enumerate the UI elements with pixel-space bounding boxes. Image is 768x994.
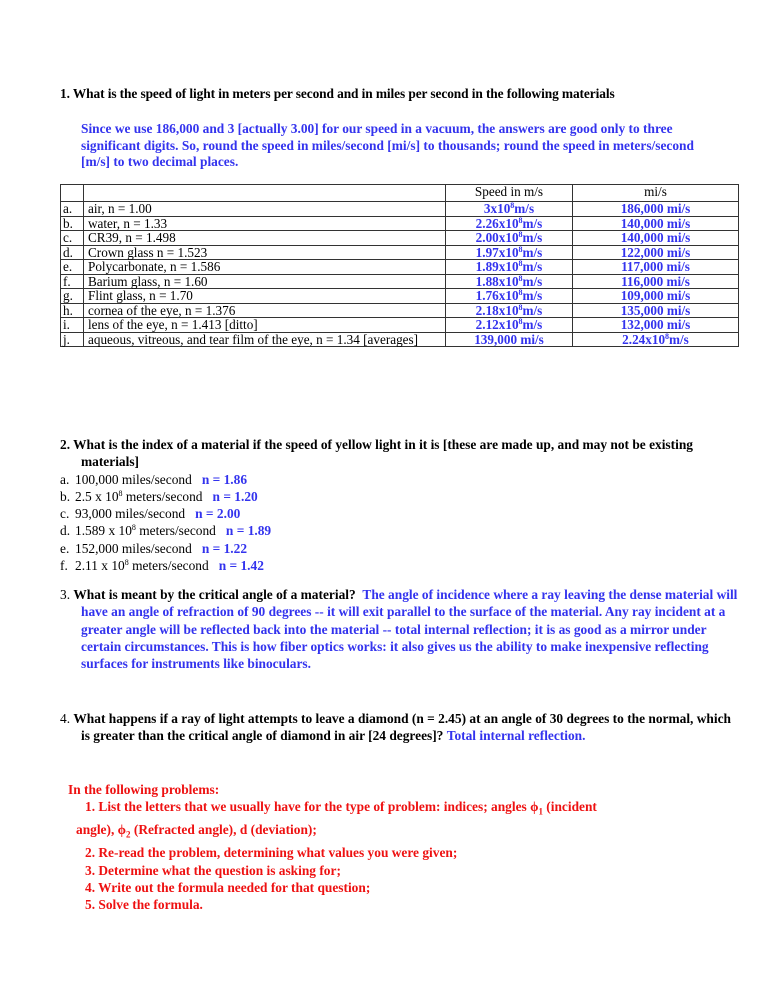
question-1-number: 1.: [60, 86, 70, 101]
item-unit: meters/second: [135, 523, 216, 539]
row-speed-ms: [446, 216, 573, 231]
speed-value: 117,000 mi/s: [621, 259, 690, 274]
row-material: Barium glass, n = 1.60: [84, 274, 446, 289]
instruction-step-3: 3. Determine what the question is asking for;: [85, 862, 341, 878]
speed-exponent: 8: [518, 215, 523, 225]
question-3: [60, 586, 740, 672]
item-answer: n = 1.86: [201, 471, 248, 487]
question-3-answer: The angle of incidence where a ray leaving the dense material will have an angle of refraction of 90 degrees -- it will exit parallel to the surface of the material. Any ray incident at a greater angle will be reflected back into the material -- total internal reflection; it is as good as a mirror under certain circumstances. This is how fiber optics works: it also gives us the ability to make inexpensive reflecting surfaces for instruments like binoculars.: [81, 587, 738, 672]
header-speed-ms: Speed in m/s: [446, 185, 573, 202]
instructions-heading: In the following problems:: [68, 782, 220, 797]
row-speed-mis: [573, 318, 739, 333]
row-speed-ms: [446, 231, 573, 246]
instructions: [68, 781, 748, 913]
table-row: [61, 202, 739, 217]
speed-unit: m/s: [522, 244, 543, 260]
speed-unit: m/s: [669, 331, 689, 347]
table-header-row: [61, 185, 739, 202]
table-row: [61, 274, 739, 289]
question-1-note: Since we use 186,000 and 3 [actually 3.00] for our speed in a vacuum, the answers are good only to three significant digits. So, round the speed in miles/second [mi/s] to thousands; round the speed in meters/second [m/s] to two decimal places.: [81, 121, 694, 169]
question-2-item: [60, 488, 740, 505]
table-row: [61, 260, 739, 275]
table-row: [61, 303, 739, 318]
item-letter: e.: [60, 540, 70, 556]
phi-subscript-2: 2: [126, 829, 131, 840]
row-material: air, n = 1.00: [84, 202, 446, 217]
speed-mantissa: 2.24x10: [622, 331, 666, 347]
row-speed-mis: [573, 303, 739, 318]
row-material: lens of the eye, n = 1.413 [ditto]: [84, 318, 446, 333]
question-2: [60, 436, 740, 574]
step-1-text-angle: angle),: [76, 822, 118, 838]
phi-symbol: ϕ: [117, 822, 127, 838]
table-body: [61, 202, 739, 347]
speed-unit: m/s: [522, 317, 543, 332]
row-material: CR39, n = 1.498: [84, 231, 446, 246]
speed-exponent: 8: [518, 259, 523, 268]
speed-mantissa: 1.76x10: [475, 288, 519, 303]
question-2-number: 2.: [60, 437, 71, 452]
row-speed-mis: [573, 274, 739, 289]
phi-symbol: ϕ: [530, 799, 539, 815]
speed-value: 122,000 mi/s: [620, 244, 691, 260]
item-exponent: 8: [118, 488, 123, 498]
speed-mantissa: 1.97x10: [475, 244, 519, 260]
instruction-step-5: 5. Solve the formula.: [85, 897, 203, 913]
item-speed: 100,000 miles/second: [75, 471, 192, 487]
row-speed-ms: [446, 202, 573, 217]
item-unit: meters/second: [128, 558, 209, 574]
row-material: Crown glass n = 1.523: [84, 245, 446, 260]
speed-mantissa: 2.18x10: [475, 302, 519, 318]
speed-unit: m/s: [522, 215, 543, 231]
row-speed-mis: [573, 332, 739, 347]
item-speed: 152,000 miles/second: [75, 540, 192, 556]
question-4-number: 4.: [60, 711, 71, 726]
step-1-text-end: (Refracted angle), d (deviation);: [130, 822, 317, 838]
row-speed-mis: [573, 216, 739, 231]
row-speed-mis: [573, 231, 739, 246]
step-1-text: 1. List the letters that we usually have for the type of problem: indices; angles: [85, 799, 531, 815]
row-material: water, n = 1.33: [84, 216, 446, 231]
speed-of-light-table: [60, 184, 739, 347]
row-speed-ms: [446, 289, 573, 304]
item-speed: 1.589 x 10: [75, 523, 132, 539]
row-letter: d.: [61, 245, 84, 260]
row-material: Flint glass, n = 1.70: [84, 289, 446, 304]
speed-value: 116,000 mi/s: [621, 273, 690, 289]
item-unit: meters/second: [122, 488, 203, 504]
phi-subscript-1: 1: [538, 806, 543, 817]
item-answer: n = 2.00: [195, 506, 241, 522]
row-speed-ms: [446, 245, 573, 260]
question-4-text: What happens if a ray of light attempts to leave a diamond (n = 2.45) at an angle of 30 degrees to the normal, which is greater than the critical angle of diamond in air [24 degrees]?: [73, 711, 731, 744]
row-letter: h.: [61, 303, 84, 318]
row-speed-ms: [446, 274, 573, 289]
item-letter: b.: [60, 488, 71, 504]
question-2-title: [60, 436, 740, 471]
row-material: aqueous, vitreous, and tear film of the eye, n = 1.34 [averages]: [84, 332, 446, 347]
speed-exponent: 8: [518, 288, 523, 297]
table-row: [61, 318, 739, 333]
row-material: Polycarbonate, n = 1.586: [84, 260, 446, 275]
speed-exponent: 8: [518, 317, 523, 326]
speed-mantissa: 2.12x10: [475, 317, 519, 332]
table-row: [61, 231, 739, 246]
speed-exponent: 8: [518, 273, 523, 283]
instruction-step-2: 2. Re-read the problem, determining what values you were given;: [85, 845, 458, 861]
row-material: cornea of the eye, n = 1.376: [84, 303, 446, 318]
question-2-item: [60, 505, 740, 522]
speed-mantissa: 2.00x10: [475, 230, 519, 245]
item-speed: 2.11 x 10: [75, 558, 125, 574]
question-1-title: [60, 86, 615, 102]
header-letter: [61, 185, 84, 202]
question-2-items: [60, 471, 740, 575]
speed-value: 132,000 mi/s: [620, 317, 691, 332]
speed-unit: m/s: [514, 201, 535, 216]
row-speed-mis: [573, 289, 739, 304]
row-speed-mis: [573, 202, 739, 217]
row-speed-mis: [573, 245, 739, 260]
speed-exponent: 8: [518, 302, 523, 312]
question-1-text: What is the speed of light in meters per second and in miles per second in the following materials: [72, 86, 615, 101]
item-letter: c.: [60, 506, 70, 522]
item-answer: n = 1.22: [201, 540, 248, 556]
speed-unit: m/s: [522, 302, 543, 318]
row-speed-ms: [446, 332, 573, 347]
step-1-text-cont: (incident: [542, 799, 597, 815]
row-letter: g.: [61, 289, 84, 304]
question-4-answer: Total internal reflection.: [446, 728, 586, 744]
speed-value: 186,000 mi/s: [620, 201, 691, 216]
instruction-step-4: 4. Write out the formula needed for that question;: [85, 879, 371, 895]
item-letter: a.: [60, 471, 70, 487]
row-letter: j.: [61, 332, 84, 347]
speed-unit: m/s: [522, 273, 543, 289]
question-2-item: [60, 557, 740, 574]
question-2-item: [60, 522, 740, 539]
header-speed-mis: mi/s: [573, 185, 739, 202]
speed-mantissa: 3x10: [483, 201, 511, 216]
row-speed-ms: [446, 318, 573, 333]
item-letter: f.: [60, 558, 68, 574]
table-row: [61, 289, 739, 304]
table-row: [61, 245, 739, 260]
item-answer: n = 1.89: [225, 523, 272, 539]
question-4: [60, 710, 740, 745]
speed-mantissa: 1.88x10: [475, 273, 519, 289]
item-speed: 2.5 x 10: [75, 488, 119, 504]
speed-value: 140,000 mi/s: [620, 230, 691, 245]
item-answer: n = 1.20: [212, 488, 258, 504]
row-letter: b.: [61, 216, 84, 231]
table-row: [61, 332, 739, 347]
speed-value: 140,000 mi/s: [620, 215, 691, 231]
table-row: [61, 216, 739, 231]
speed-exponent: 8: [510, 201, 515, 210]
row-speed-ms: [446, 260, 573, 275]
row-speed-mis: [573, 260, 739, 275]
question-2-text: What is the index of a material if the speed of yellow light in it is [these are made up, and may not be existing materials]: [73, 437, 693, 470]
speed-value: 135,000 mi/s: [620, 302, 691, 318]
item-exponent: 8: [131, 523, 136, 533]
speed-unit: m/s: [522, 288, 543, 303]
header-material: [84, 185, 446, 202]
question-3-number: 3.: [60, 587, 71, 602]
question-2-item: [60, 540, 740, 557]
speed-value: 109,000 mi/s: [620, 288, 691, 303]
instruction-step-1-cont: [68, 821, 748, 844]
item-exponent: 8: [124, 558, 129, 568]
row-letter: a.: [61, 202, 84, 217]
speed-mantissa: 1.89x10: [475, 259, 519, 274]
speed-value: 139,000 mi/s: [474, 331, 544, 347]
instruction-step-1: [68, 798, 748, 821]
item-speed: 93,000 miles/second: [75, 506, 186, 522]
speed-exponent: 8: [665, 331, 670, 341]
speed-exponent: 8: [518, 230, 523, 239]
item-letter: d.: [60, 523, 71, 539]
question-3-text: What is meant by the critical angle of a material?: [73, 587, 356, 602]
row-letter: e.: [61, 260, 84, 275]
item-answer: n = 1.42: [218, 558, 264, 574]
speed-exponent: 8: [518, 244, 523, 254]
question-2-item: [60, 471, 740, 488]
speed-mantissa: 2.26x10: [475, 215, 519, 231]
speed-unit: m/s: [522, 259, 543, 274]
row-letter: f.: [61, 274, 84, 289]
row-letter: i.: [61, 318, 84, 333]
speed-unit: m/s: [522, 230, 543, 245]
row-letter: c.: [61, 231, 84, 246]
row-speed-ms: [446, 303, 573, 318]
